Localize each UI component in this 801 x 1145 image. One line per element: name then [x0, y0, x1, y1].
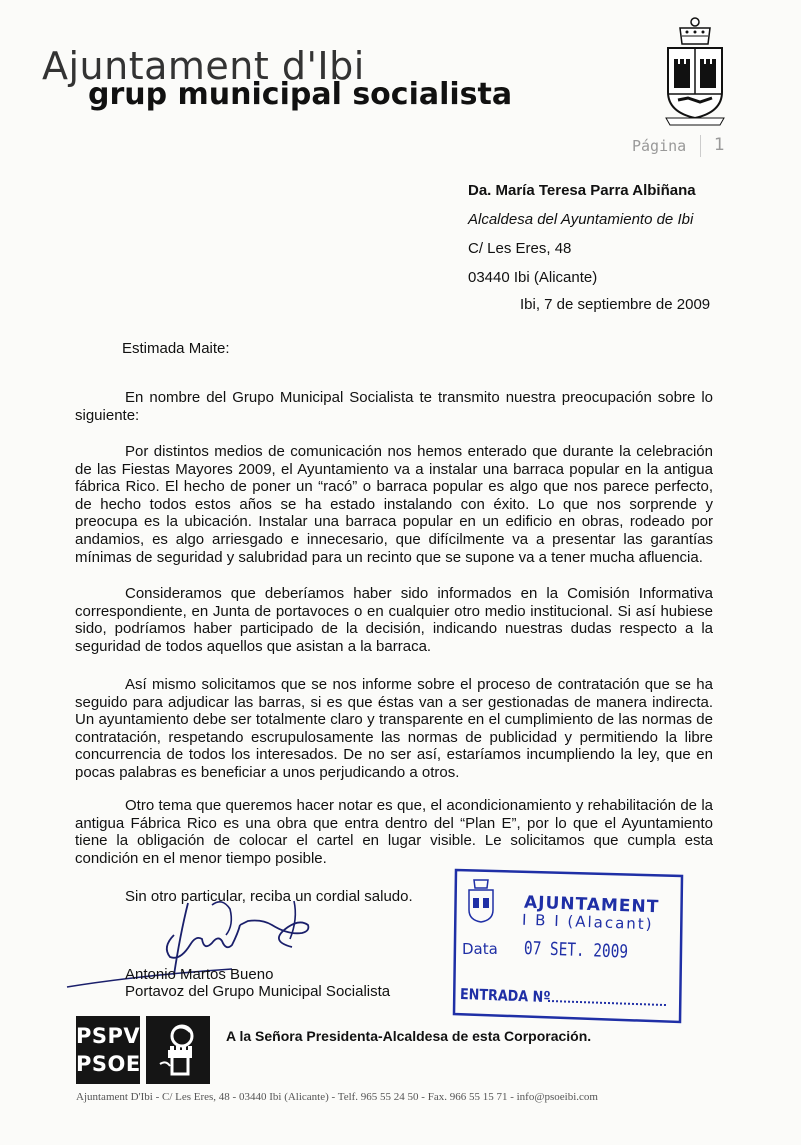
logo-line2: PSOE — [76, 1052, 141, 1076]
page-label: Página — [632, 137, 687, 155]
stamp-entry-label: ENTRADA Nº — [459, 985, 551, 1007]
signer-title: Portavoz del Grupo Municipal Socialista — [125, 983, 391, 1000]
recipient-name: Da. María Teresa Parra Albiñana — [468, 182, 696, 199]
paragraph: En nombre del Grupo Municipal Socialista te transmito nuestra preocupación sobre lo siguiente: — [75, 389, 713, 424]
stamp-date-value: 07 SET. 2009 — [523, 938, 629, 963]
signer-block — [125, 966, 390, 1000]
page-divider — [700, 135, 701, 157]
greeting: Estimada Maite: — [122, 340, 230, 357]
paragraph: Así mismo solicitamos que se nos informe sobre el proceso de contratación que se ha seguido para adjudicar las barras, si es que éstas van a ser gestionadas de manera indirecta. Un ayuntamiento debe ser totalmente claro y transparente en el cumplimiento de las normas de contratación, respetando escrupulosamente las normas de publicidad y permitiendo la libre concurrencia de todos los interesados. De no ser así, estaríamos incumpliendo la ley, que en pocas palabras es beneficiar a unos perjudicando a otros. — [75, 676, 713, 781]
paragraph: Consideramos que deberíamos haber sido informados en la Comisión Informativa correspondiente, en Junta de portavoces o en cualquier otro medio institucional. Si así hubiese sido, podríamos haber participado de la decisión, indicando nuestras dudas respecto a la seguridad de todos aquellos que asistan a la barraca. — [75, 585, 713, 655]
rose-box — [146, 1016, 210, 1084]
addressee-line: A la Señora Presidenta-Alcaldesa de esta Corporación. — [226, 1028, 592, 1044]
stamp-title: AJUNTAMENT — [523, 892, 660, 918]
signer-name: Antonio Martos Bueno — [125, 966, 274, 983]
footer-contact: Ajuntament D'Ibi - C/ Les Eres, 48 - 03440 Ibi (Alicante) - Telf. 965 55 24 50 - Fax. 966 55 15 71 - info@psoeibi.com — [76, 1091, 598, 1103]
rose-fist-icon — [146, 1016, 210, 1084]
stamp-subtitle: I B I (Alacant) — [521, 910, 654, 934]
stamp-crest-icon — [466, 876, 496, 924]
stamp-date-label: Data — [462, 940, 498, 958]
recipient-block — [468, 176, 696, 292]
paragraph: Otro tema que queremos hacer notar es que, el acondicionamiento y rehabilitación de la antigua Fábrica Rico es una obra que entra dentro del “Plan E”, por lo que el Ayuntamiento tiene la obligación de colocar el cartel en lugar visible. Le solicitamos que cumpla esta condición en el menor tiempo posible. — [75, 797, 713, 867]
closing-line: Sin otro particular, reciba un cordial saludo. — [125, 888, 413, 905]
letterhead-title: Ajuntament d'Ibi — [42, 44, 365, 88]
page-number: 1 — [714, 135, 725, 155]
town-crest-icon — [660, 14, 730, 126]
recipient-role: Alcaldesa del Ayuntamiento de Ibi — [468, 211, 694, 228]
logo-line1: PSPV — [76, 1024, 141, 1048]
recipient-city: 03440 Ibi (Alicante) — [468, 269, 598, 286]
letterhead-subtitle: grup municipal socialista — [88, 77, 513, 112]
date-line: Ibi, 7 de septiembre de 2009 — [520, 296, 711, 313]
paragraph: Por distintos medios de comunicación nos hemos enterado que durante la celebración de las Fiestas Mayores 2009, el Ayuntamiento va a instalar una barraca popular en la antigua fábrica Rico. El hecho de poner un “racó” o barraca popular es algo que nos parece perfecto, de hecho todos estos años se ha estado instalando con éxito. Lo que nos sorprende y preocupa es la ubicación. Instalar una barraca popular en un edificio en obras, rodeado por andamios, es algo arriesgado e innecesario, que difícilmente va a presentar las garantías mínimas de seguridad y salubridad para un recinto que se supone va a tener mucha afluencia. — [75, 443, 713, 566]
recipient-street: C/ Les Eres, 48 — [468, 240, 572, 257]
pspv-psoe-logo — [76, 1016, 140, 1084]
